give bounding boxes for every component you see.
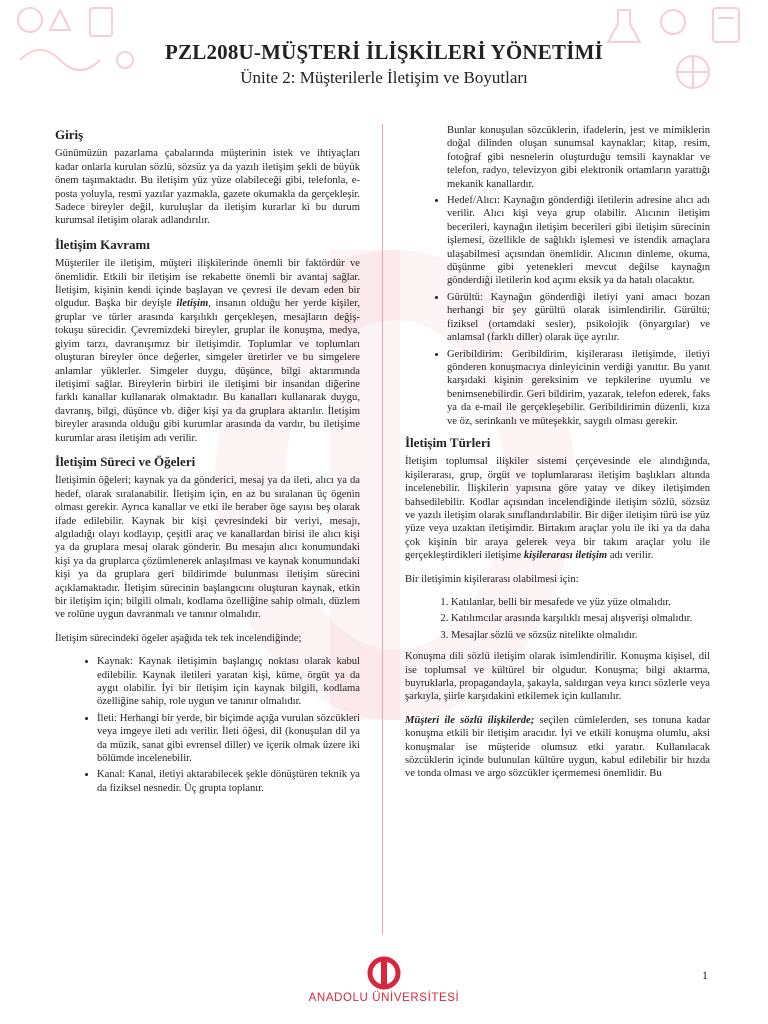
column-divider — [382, 124, 383, 934]
paragraph-turler-1 — [405, 455, 710, 562]
paragraph-turler-2: Bir iletişimin kişilerarası olabilmesi için: — [405, 573, 579, 585]
list-item: 3. Mesajlar sözlü ve sözsüz nitelikte olmalıdır. — [451, 629, 710, 642]
page-number: 1 — [702, 968, 708, 982]
paragraph-sozlu — [405, 714, 710, 781]
paragraph-kavram — [55, 257, 360, 445]
list-item: • Gürültü: Kaynağın gönderdiği iletiyi yani amacı bozan herhangi bir şey gürültü olarak isimlendirilir. Gürültü; fiziksel (ortamdaki sesler), psikolojik (önyargılar) ve anlamsal (farklı diller) olarak üçe ayrılır. — [447, 291, 710, 345]
list-item: 2. Katılımcılar arasında karşılıklı mesaj alışverişi olmalıdır. — [451, 612, 710, 625]
page-title: PZL208U-MÜŞTERİ İLİŞKİLERİ YÖNETİMİ — [165, 40, 603, 64]
university-name: ANADOLU ÜNİVERSİTESİ — [308, 992, 460, 1004]
list-item: • Hedef/Alıcı: Kaynağın gönderdiği iletilerin adresine alıcı adı verilir. Alıcı kişi veya grup olabilir. Alıcının iletişim becerileri, kaynağın iletişim becerileri gibi iletişim sürecinin işlemesi, özellikle de sağlıklı işlemesi ve istendik amaçlara ulaşabilmesi açısından önemlidir. Alıcının dinleme, okuma, düşünme gibi yetenekleri mevcut değilse kaynağın gönderdiği iletilerin kod açımı eksik ya da hatalı olacaktır. — [447, 194, 710, 288]
page-header — [0, 40, 768, 88]
list-item: 1. Katılanlar, belli bir mesafede ve yüz yüze olmalıdır. — [451, 596, 710, 609]
paragraph-kanal-continued: Bunlar konuşulan sözcüklerin, ifadelerin, jest ve mimiklerin doğal dilinden oluşan sunumsal kaynaklar; kitap, resim, fotoğraf gibi nesnelerin oluşturduğu temsili kaynaklar ve telefon, radyo, televizyon gibi elektronik ortamların yarattığı mekanik kanallardır. — [447, 125, 710, 190]
text-run: Müşteriler ile iletişim, müşteri ilişkilerinde önemli bir faktördür ve önemlidir. Etkili bir iletişim ise rekabette önemli bir avantaj sağlar. İletişim, kişinin kendi içinde başlayan ve çevresi ile devam eden bir olgudur. Başka bir deyişle — [55, 258, 360, 310]
keyword-iletisim: iletişim — [176, 298, 209, 310]
section-heading-surec: İletişim Süreci ve Öğeleri — [55, 453, 196, 469]
list-item: • Geribildirim: Geribildirim, kişilerarası iletişimde, iletiyi gönderen konuşmacıya dinleyicinin verdiği yanıttır. Bu yanıt karşıdaki kişinin gereksinim ve tepkilerine uyumlu ve benimsenebilirdir. Geri bildirim, yazarak, telefon ederek, faks ya da e-mail ile gerçekleşebilir. Geribildirimin düzenli, kıza ve öz, serinkanlı ve müteşekkir, saygılı olması gerekir. — [447, 348, 710, 428]
left-column — [55, 124, 360, 803]
paragraph-surec-2: İletişim sürecindeki ögeler aşağıda tek tek incelendiğinde; — [55, 632, 302, 644]
keyword-kisilerarasi-iletisim: kişilerarası iletişim — [523, 550, 608, 562]
section-heading-kavram: İletişim Kavramı — [55, 236, 150, 252]
section-heading-giris: Giriş — [55, 127, 84, 142]
numbered-list-conditions — [405, 596, 710, 642]
text-run: seçilen cümlelerden, ses tonuna kadar konuşma etkili bir iletişim aracıdır. İyi ve etkili konuşma olumlu, aksi konuşmalar ise müşteride olumsuz etki yaratır. Kullanılacak sözcüklerin içinde bulunulan kültüre uygun, kabul edilebilir bir hızda ve tonda olması ve argo sözcükler içermemesi önemlidir. Bu — [405, 714, 711, 780]
section-heading-turler: İletişim Türleri — [405, 434, 491, 450]
bullet-list-elements-continued — [405, 194, 710, 428]
list-item: • Kanal: Kanal, iletiyi aktarabilecek şekle dönüştüren teknik ya da fiziksel nesnedir. Üç grupta toplanır. — [97, 768, 360, 795]
right-column — [405, 124, 710, 791]
paragraph-surec-1: İletişimin öğeleri; kaynak ya da gönderici, mesaj ya da ileti, alıcı ya da hedef, olarak sıralanabilir. İletişim için, en az bu sıralanan üç ögenin olması gerekir. Ayrıca kanallar ve etki ile beraber öge sayısı beş olarak ifade edilebilir. Kaynak bir kişi çevresindeki bir veriyi, mesajı, algıladığı olayı kodlayıp, çeşitli araç ve kanallardan birisi ile alıcı kişi ya da gruplara mesaj olarak gönderir. Bu mesajın alıcı konumundaki kişi ya da gruplarca çözümlenerek anlaşılması ve kaynak konumundaki kişi ya da gruplara geri bildirimde bulunması iletişim sürecini açıklamaktadır. İletişim sürecinin başlangıcını oluşturan kaynak, etkin bir iletişim için; bilgili olmalı, kodlama özelliğine sahip olmalı, düzlem ve rolüne uygun davranmalı ve tanınır olmalıdır. — [55, 475, 360, 621]
keyword-sozlu-iliskiler: Müşteri ile sözlü ilişkilerde; — [405, 714, 535, 726]
bullet-list-elements — [55, 655, 360, 795]
list-item: • İleti: Herhangi bir yerde, bir biçimde açığa vurulan sözcükleri veya imgeye ileti adı verilir. İleti öğesi, dil (konuşulan dil ya da müzik, sanat gibi evrensel diller) ve içerik olmak üzere iki bölümde incelenebilir. — [97, 712, 360, 766]
page-footer — [0, 955, 768, 1004]
text-run: adı verilir. — [609, 550, 654, 562]
anadolu-university-logo-icon — [366, 955, 402, 991]
paragraph-turler-3: Konuşma dili sözlü iletişim olarak isimlendirilir. Konuşma kişisel, dil ise toplumsal ve kültürel bir olgudur. Konuşma; bilgi aktarma, buyruklarla, propagandayla, şakayla, saldırgan veya kırıcı sözlerle veya şarkıyla, şiirle karşıdakini etkilemek için kullanılır. — [405, 651, 710, 703]
text-run: İletişim toplumsal ilişkiler sistemi çerçevesinde ele alındığında, kişilerarası, grup, örgüt ve toplumlararası iletişim başlıkları altında incelenebilir. İlişkilerin yapısına göre yatay ve dikey iletişimden bahsedilebilir. Kodlar açısından incelendiğinde iletişim sözlü, sözsüz ve yazılı iletişim olarak sınıflandırılabilir. Bir diğer iletişim türü ise yüz yüze veya uzaktan iletişimdir. Birtakım araçlar yolu ile iki ya da daha çok kişinin bir araya gelerek veya bir takım araçlar yolu ile gerçekleştirdikleri iletişime — [405, 456, 710, 562]
list-item: • Kaynak: Kaynak iletişimin başlangıç noktası olarak kabul edilebilir. Kaynak iletileri yaratan kişi, küme, örgüt ya da aygıt olabilir. İyi bir iletişim için kaynak bilgili, kodlama özelliğine sahip, role uygun ve tanınır olmalıdır. — [97, 655, 360, 709]
paragraph-giris: Günümüzün pazarlama çabalarında müşterinin istek ve ihtiyaçları kadar onlarla kurulan sözlü, sözsüz ya da yazılı iletişim şekli de büyük önem taşımaktadır. Bu iletişim yüz yüze olabileceği gibi, telefonla, e-posta yoluyla, resmi yazılar yazmakla, gazete okumakla da gerçekleşir. Sadece bireyler değil, kuruluşlar da iletişim kurarlar ki bu durum kurumsal iletişim olarak adlandırılır. — [55, 148, 360, 227]
text-run: , insanın olduğu her yerde kişiler, gruplar ve türler arasında karşılıklı gerçekleşen, mesajların değiş-tokuşu sürecidir. Çevremizdeki bireyler, gruplar ile konuşma, medya, giyim tarzı, davranışımız bir iletişimdir. Toplumlar ve toplumları oluşturan bireyler önce değerler, simgeler üretirler ve bu simgelere anlamlar yüklerler. Simgeler duygu, düşünce, bilgi aktarımında iletişimi sağlar. Bireylerin birbiri ile iletişimi bir insandan diğerine farklı kanallar kullanarak olmaktadır. Bu kanalları kullanarak duygu, davranış, bilgi, düşünce vb. diğer kişi ya da gruplara aktarılır. İletişim bireyler arasında olduğu gibi kurumlar arasında da vardır, bu iletişime kurumlar arası iletişim adı verilir. — [55, 298, 360, 444]
page-subtitle: Ünite 2: Müşterilerle İletişim ve Boyutları — [240, 68, 528, 87]
